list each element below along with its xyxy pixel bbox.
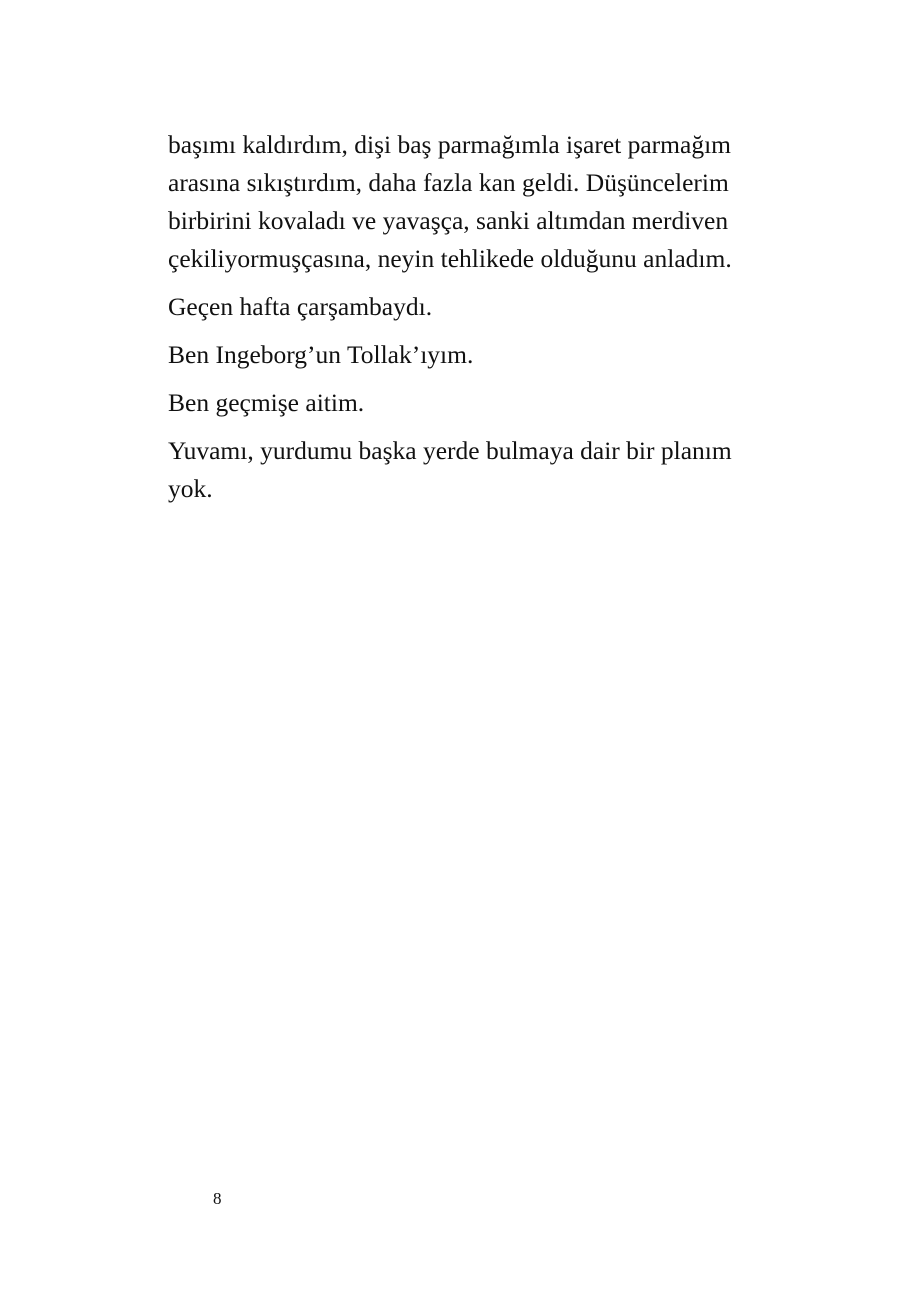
paragraph — [168, 384, 748, 422]
body-text — [168, 126, 748, 518]
text-line: birbirini kovaladı ve yavaşça, sanki altımdan merdiven — [168, 206, 729, 235]
text-line: çekiliyormuşçasına, neyin tehlikede olduğunu anladım. — [168, 244, 732, 273]
text-line: arasına sıkıştırdım, daha fazla kan geldi. Düşüncelerim — [168, 168, 729, 197]
paragraph — [168, 288, 748, 326]
text-line: Ben Ingeborg’un Tollak’ıyım. — [168, 340, 474, 369]
text-line: Yuvamı, yurdumu başka yerde bulmaya dair bir planım — [168, 436, 732, 465]
page-number: 8 — [213, 1189, 222, 1208]
text-line: başımı kaldırdım, dişi baş parmağımla işaret parmağım — [168, 130, 731, 159]
text-line: yok. — [168, 474, 213, 503]
paragraph — [168, 126, 748, 278]
paragraph — [168, 432, 748, 508]
text-line: Ben geçmişe aitim. — [168, 388, 365, 417]
text-line: Geçen hafta çarşambaydı. — [168, 292, 433, 321]
paragraph — [168, 336, 748, 374]
